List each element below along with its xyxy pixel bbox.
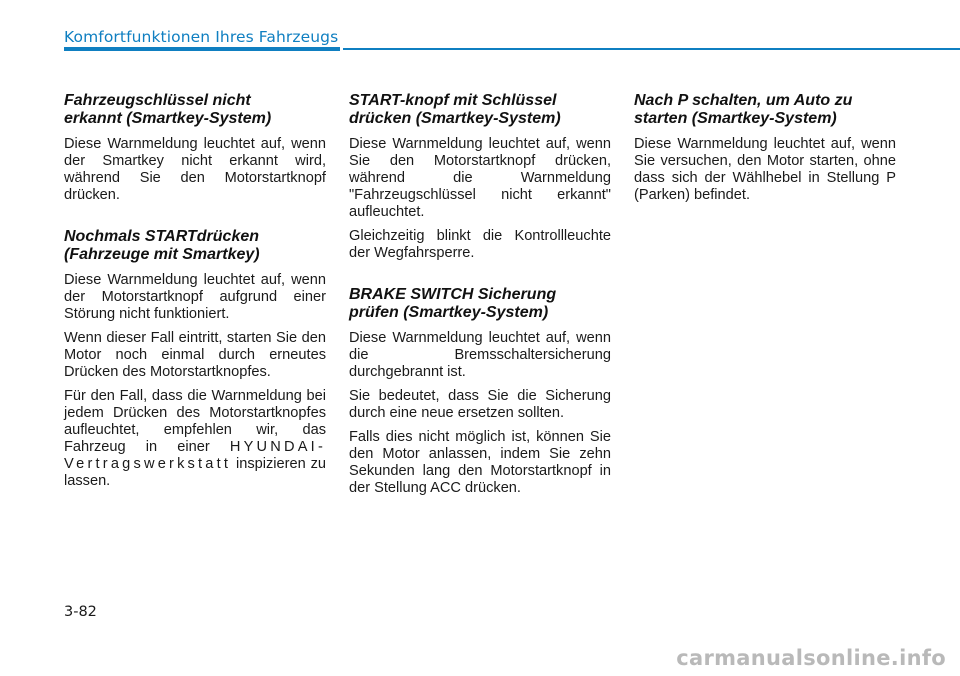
paragraph: Gleichzeitig blinkt die Kontrollleuchte der Wegfahrsperre. [349, 228, 611, 261]
header-rule-thick [64, 47, 340, 51]
section-key-not-detected [64, 92, 326, 204]
page-header [0, 24, 960, 54]
chapter-title: Komfortfunktionen Ihres Fahrzeugs [64, 28, 339, 46]
paragraph: Diese Warnmeldung leuchtet auf, wenn die Bremsschaltersicherung durchgebrannt ist. [349, 330, 611, 380]
dealer-name: HYUNDAI-Vertragswerkstatt [64, 439, 326, 472]
paragraph: Diese Warnmeldung leuchtet auf, wenn der Smartkey nicht erkannt wird, während Sie den Motorstartknopf drücken. [64, 136, 326, 203]
text-column-1 [64, 92, 326, 509]
paragraph: Diese Warnmeldung leuchtet auf, wenn Sie den Motorstartknopf drücken, während die Warnmeldung "Fahrzeugschlüssel nicht erkannt" aufleuchtet. [349, 136, 611, 220]
section-heading: BRAKE SWITCH Sicherung prüfen (Smartkey-System) [349, 286, 557, 321]
paragraph: Für den Fall, dass die Warnmeldung bei jedem Drücken des Motorstartknopfes aufleuchtet, empfehlen wir, das Fahrzeug in einer HYUNDAI-Vertragswerkstatt inspizieren zu lassen. [64, 388, 326, 489]
text-column-2 [349, 92, 611, 516]
paragraph: Wenn dieser Fall eintritt, starten Sie den Motor noch einmal durch erneutes Drücken des Motorstartknopfes. [64, 330, 326, 380]
section-shift-to-p [634, 92, 896, 204]
section-heading: Fahrzeugschlüssel nicht erkannt (Smartkey-System) [64, 92, 272, 127]
paragraph: Diese Warnmeldung leuchtet auf, wenn Sie versuchen, den Motor starten, ohne dass sich der Wählhebel in Stellung P (Parken) befindet. [634, 136, 896, 203]
section-brake-switch-fuse [349, 286, 611, 497]
paragraph: Diese Warnmeldung leuchtet auf, wenn der Motorstartknopf aufgrund einer Störung nicht funktioniert. [64, 272, 326, 322]
section-heading: Nach P schalten, um Auto zu starten (Smartkey-System) [634, 92, 853, 127]
text-column-3 [634, 92, 896, 223]
section-press-start-again [64, 228, 326, 490]
paragraph: Falls dies nicht möglich ist, können Sie den Motor anlassen, indem Sie zehn Sekunden lang den Motorstartknopf in der Stellung ACC drücken. [349, 429, 611, 496]
page-number: 3-82 [64, 604, 97, 620]
header-rule-thin [343, 48, 960, 50]
watermark: carmanualsonline.info [676, 646, 946, 670]
section-heading: START-knopf mit Schlüssel drücken (Smartkey-System) [349, 92, 561, 127]
section-press-start-with-key [349, 92, 611, 262]
paragraph: Sie bedeutet, dass Sie die Sicherung durch eine neue ersetzen sollten. [349, 388, 611, 421]
section-heading: Nochmals STARTdrücken (Fahrzeuge mit Smartkey) [64, 228, 260, 263]
